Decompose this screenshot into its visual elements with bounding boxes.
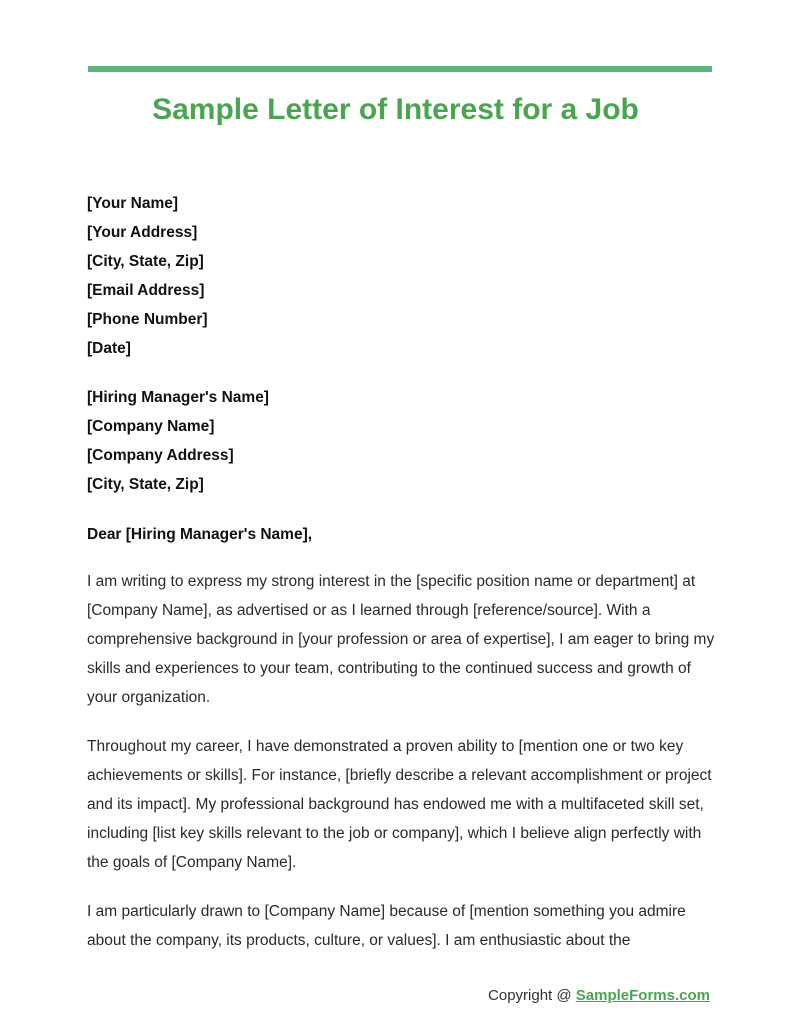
sender-name: [Your Name] bbox=[87, 195, 179, 212]
recipient-address-block bbox=[87, 383, 269, 499]
sender-address-block bbox=[87, 189, 208, 363]
recipient-address: [Company Address] bbox=[87, 447, 234, 464]
salutation: Dear [Hiring Manager's Name], bbox=[87, 526, 313, 543]
sender-phone: [Phone Number] bbox=[87, 311, 208, 328]
recipient-name: [Hiring Manager's Name] bbox=[87, 389, 269, 406]
body-paragraph-motivation: I am particularly drawn to [Company Name] because of [mention something you admire about the company, its products, culture, or values]. I am enthusiastic about the bbox=[87, 903, 686, 949]
sender-email: [Email Address] bbox=[87, 282, 205, 299]
recipient-city-state-zip: [City, State, Zip] bbox=[87, 476, 204, 493]
body-paragraph-experience: Throughout my career, I have demonstrated a proven ability to [mention one or two key achievements or skills]. For instance, [briefly describe a relevant accomplishment or project and its impact]. My professional background has endowed me with a multifaceted skill set, including [list key skills relevant to the job or company], which I believe align perfectly with the goals of [Company Name]. bbox=[87, 738, 712, 871]
letter-date: [Date] bbox=[87, 340, 131, 357]
sender-city-state-zip: [City, State, Zip] bbox=[87, 253, 204, 270]
body-paragraph-intro: I am writing to express my strong interest in the [specific position name or department] at [Company Name], as advertised or as I learned through [reference/source]. With a comprehensive background in [your profession or area of expertise], I am eager to bring my skills and experiences to your team, contributing to the continued success and growth of your organization. bbox=[87, 573, 715, 706]
sender-address: [Your Address] bbox=[87, 224, 198, 241]
recipient-company: [Company Name] bbox=[87, 418, 215, 435]
footer-copyright bbox=[488, 987, 710, 1004]
copyright-text: Copyright @ bbox=[488, 987, 572, 1004]
header-accent-bar bbox=[88, 66, 712, 72]
page-title: Sample Letter of Interest for a Job bbox=[152, 93, 639, 126]
brand-link[interactable]: SampleForms.com bbox=[575, 987, 710, 1004]
